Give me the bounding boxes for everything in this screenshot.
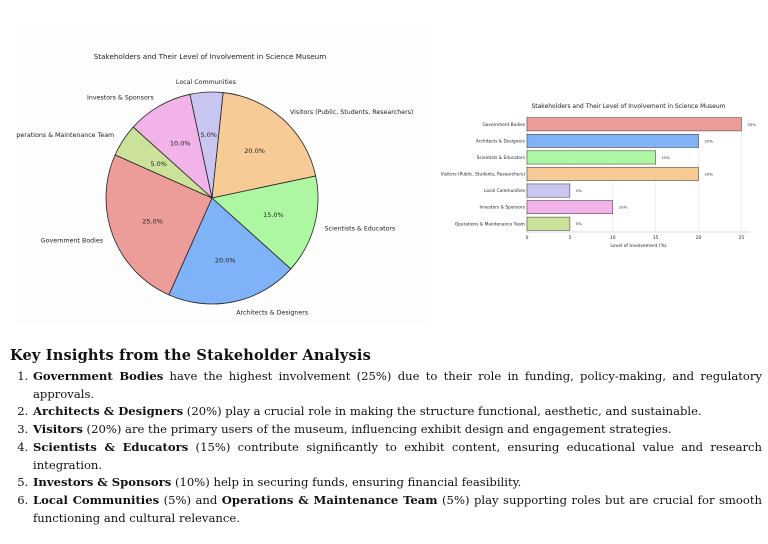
insight-text: (10%) help in securing funds, ensuring financial feasibility. xyxy=(171,475,522,490)
bar-value-label: 20% xyxy=(704,171,713,177)
pie-slice-label: Architects & Designers xyxy=(236,309,309,317)
insight-item xyxy=(32,368,762,403)
insight-text-2: (5%) play supporting roles but are crucial for smooth functioning and cultural relevance. xyxy=(33,492,762,525)
y-tick-label: Investors & Sponsors xyxy=(479,205,525,211)
pie-chart-panel xyxy=(16,24,426,324)
pie-slice-label: Operations & Maintenance Team xyxy=(16,132,115,139)
pie-percent-label: 15.0% xyxy=(263,211,284,219)
y-tick-label: Local Communities xyxy=(484,189,525,195)
x-tick-label: 10 xyxy=(609,236,616,241)
bar-value-label: 5% xyxy=(575,188,582,194)
bar-chart xyxy=(432,92,762,260)
insight-item xyxy=(32,421,762,439)
pie-percent-label: 20.0% xyxy=(244,147,265,156)
y-tick-label: Visitors (Public, Students, Researchers) xyxy=(440,172,525,178)
insight-lead: Visitors xyxy=(33,422,83,437)
bar-value-label: 15% xyxy=(661,154,671,160)
y-tick-label: Scientists & Educators xyxy=(476,156,525,162)
insight-item xyxy=(32,474,762,492)
pie-percent-label: 10.0% xyxy=(169,139,191,148)
bar xyxy=(527,217,570,230)
x-tick-label: 20 xyxy=(695,236,702,241)
bar-chart-panel xyxy=(432,92,762,260)
x-tick-label: 15 xyxy=(652,236,659,241)
insight-item xyxy=(32,492,762,527)
bar xyxy=(527,201,613,214)
x-tick-label: 0 xyxy=(525,236,529,241)
insight-lead: Architects & Designers xyxy=(33,404,184,419)
bar-title: Stakeholders and Their Level of Involvement in Science Museum xyxy=(531,103,726,110)
x-tick-label: 5 xyxy=(568,236,572,241)
pie-percent-label: 20.0% xyxy=(214,256,236,265)
insight-lead: Government Bodies xyxy=(33,369,164,383)
insight-item xyxy=(32,439,762,474)
insights-section xyxy=(10,347,762,527)
bar-value-label: 25% xyxy=(747,121,756,127)
insight-text: (20%) are the primary users of the museum, influencing exhibit design and engagement strategies. xyxy=(82,422,672,437)
x-axis-label: Level of Involvement (%) xyxy=(610,244,667,249)
x-tick-label: 25 xyxy=(738,236,745,241)
bar xyxy=(527,184,570,197)
pie-slice-label: Local Communities xyxy=(175,79,236,87)
insight-lead: Scientists & Educators xyxy=(33,439,189,454)
pie-slice-label: Visitors (Public, Students, Researchers) xyxy=(290,108,414,116)
bar xyxy=(527,167,699,180)
y-tick-label: Operations & Maintenance Team xyxy=(454,222,525,228)
insight-text: have the highest involvement (25%) due to their role in funding, policy-making, and regulatory approvals. xyxy=(33,369,762,401)
bar xyxy=(527,118,741,131)
bar-value-label: 5% xyxy=(575,221,582,227)
pie-chart xyxy=(16,24,426,324)
insight-lead: Investors & Sponsors xyxy=(33,475,172,490)
pie-slice-label: Investors & Sponsors xyxy=(87,94,154,102)
insight-lead-2: Operations & Maintenance Team xyxy=(221,492,438,507)
insight-text: (20%) play a crucial role in making the structure functional, aesthetic, and sustainable. xyxy=(183,404,702,419)
pie-title: Stakeholders and Their Level of Involvement in Science Museum xyxy=(93,52,327,61)
pie-slice-label: Government Bodies xyxy=(40,237,104,245)
insights-heading: Key Insights from the Stakeholder Analysis xyxy=(10,347,371,364)
y-tick-label: Government Bodies xyxy=(482,122,525,128)
insight-item xyxy=(32,403,762,421)
insights-list xyxy=(10,368,762,527)
insight-text: (5%) and xyxy=(159,492,222,507)
bar xyxy=(527,151,656,164)
insight-text: (15%) contribute significantly to exhibit content, ensuring educational value and research integration. xyxy=(33,439,762,472)
pie-percent-label: 5.0% xyxy=(200,131,217,139)
insight-lead: Local Communities xyxy=(33,492,160,507)
bar-value-label: 10% xyxy=(618,204,628,210)
bar-value-label: 20% xyxy=(704,138,713,144)
pie-percent-label: 5.0% xyxy=(150,159,167,168)
y-tick-label: Architects & Designers xyxy=(475,139,525,145)
pie-slice-label: Scientists & Educators xyxy=(324,225,396,233)
pie-percent-label: 25.0% xyxy=(142,217,163,226)
bar xyxy=(527,134,699,147)
